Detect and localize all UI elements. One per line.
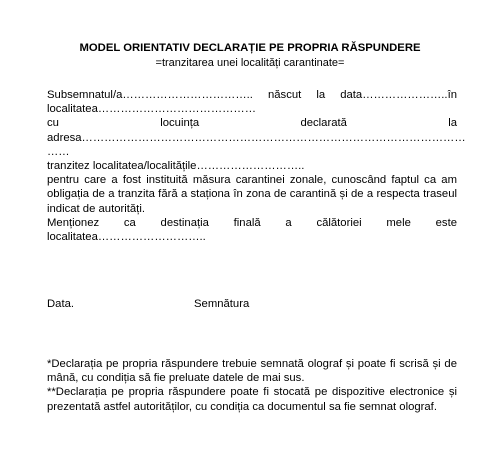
address-continuation-line: …… [47,145,70,158]
signature-label: Semnătura [194,298,250,310]
destination-locality-line: localitatea……………………….. [47,231,206,244]
footnotes [47,357,457,414]
quarantine-paragraph: pentru care a fost instituită măsura carantinei zonale, cunoscând faptul ca am obligația de a tranzita fără a staționa în zona de carantină și de a respecta traseul indicat de autorități. [47,174,457,215]
destination-line: Menționez ca destinația finală a călătoriei mele este [47,216,457,229]
footnote-1: *Declarația pe propria răspundere trebuie semnată olograf și poate fi scrisă și de mână, cu condiția să fie preluate datele de mai sus. [47,358,457,385]
document-title: MODEL ORIENTATIV DECLARAȚIE PE PROPRIA RĂSPUNDERE [79,42,421,54]
residence-line: cu locuința declarată la [47,117,457,130]
footnote-2: **Declarația pe propria răspundere poate fi stocată pe dispozitive electronice și prezentată astfel autorităților, cu condiția ca documentul sa fie semnat olograf. [47,386,457,413]
date-label: Data. [47,298,75,310]
declaration-body [47,88,466,244]
transit-localities-line: tranzitez localitatea/localitățile……………………….. [47,160,305,173]
birthplace-line: localitatea…………………………………… [47,103,257,116]
document-subtitle: =tranzitarea unei localități carantinate= [155,57,345,69]
address-line: adresa………………………………………………………………………………………… [47,131,466,144]
name-birth-line: Subsemnatul/a…………………………….. născut la data…………………..în [47,89,457,101]
